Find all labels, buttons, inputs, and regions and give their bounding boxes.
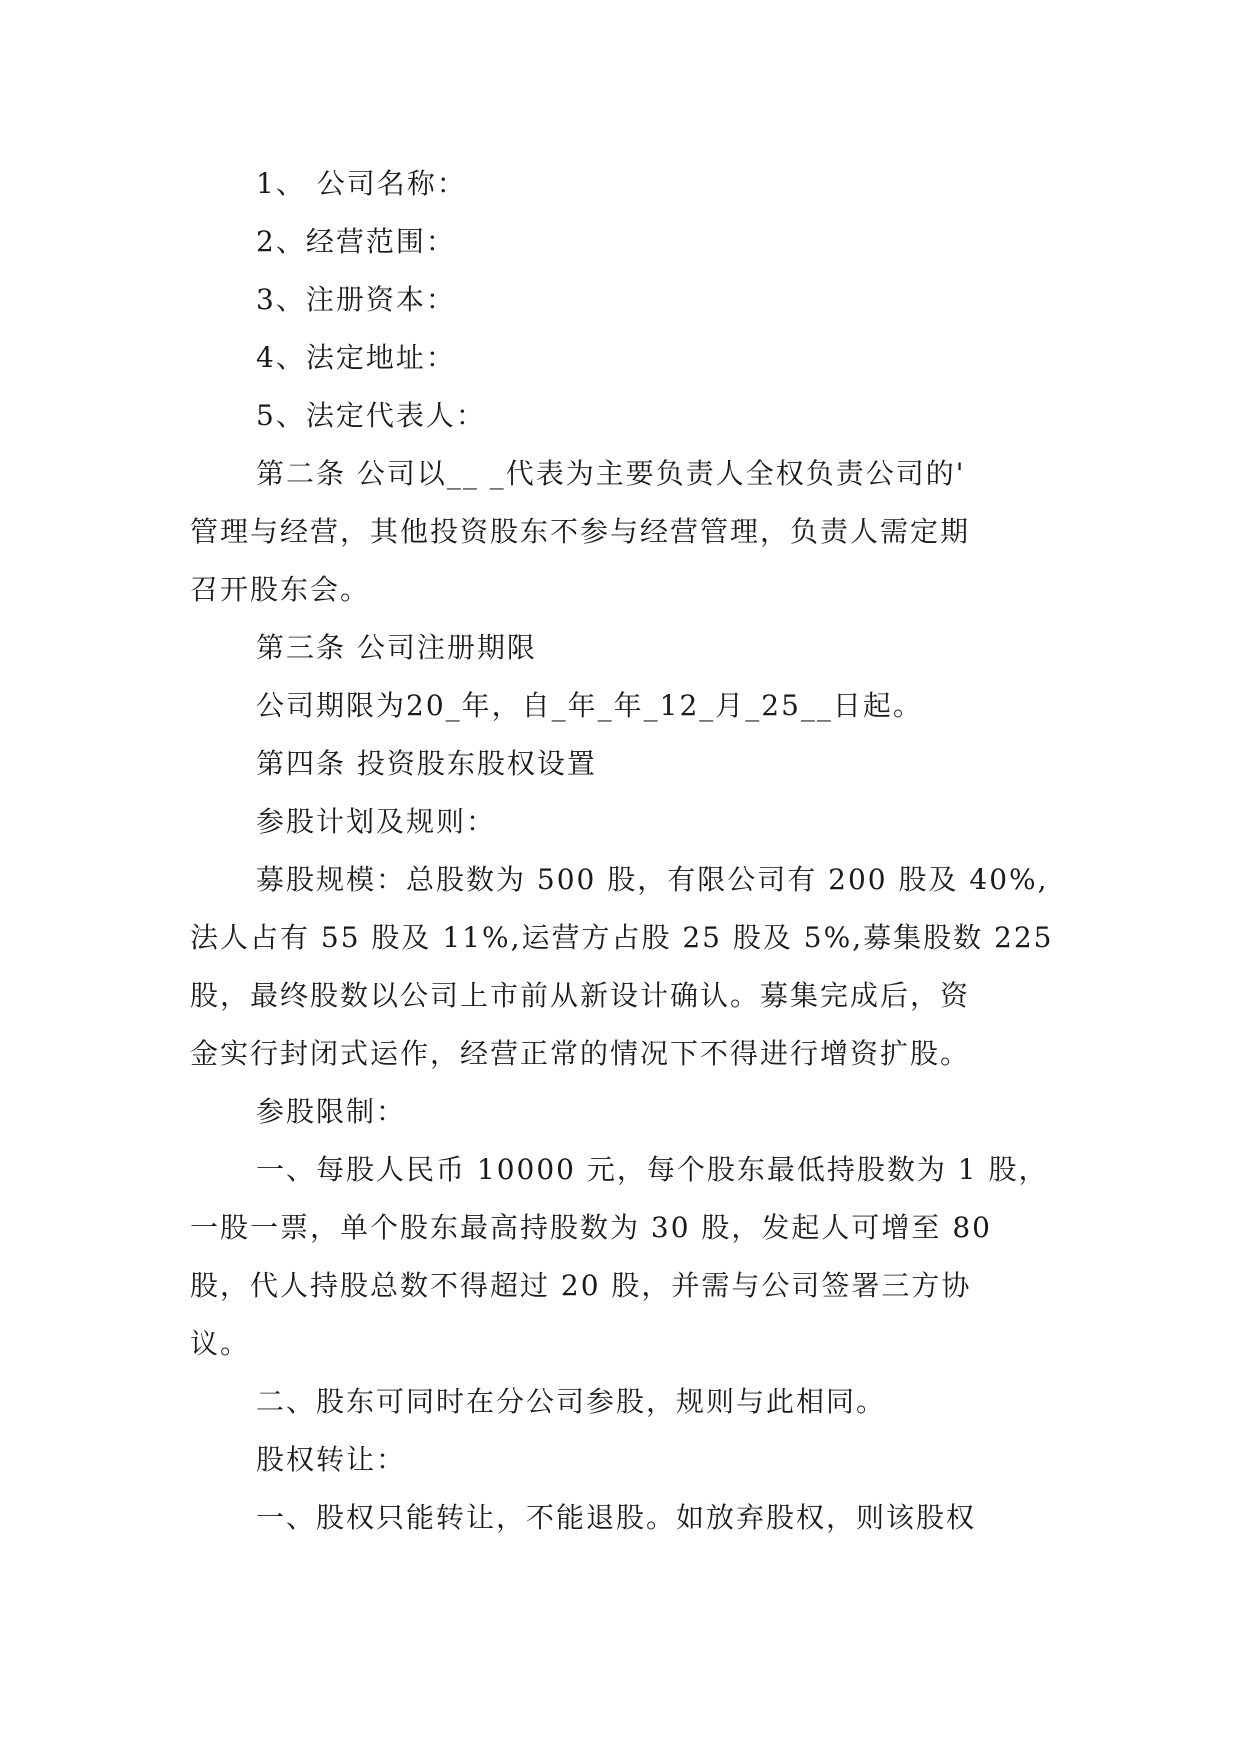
text-line: 议。 (190, 1327, 251, 1360)
text-line: 管理与经营，其他投资股东不参与经营管理，负责人需定期 (190, 515, 971, 548)
text-line: 募股规模：总股数为 500 股，有限公司有 200 股及 40%, (256, 863, 1049, 896)
text-line: 2、经营范围： (256, 225, 456, 258)
text-line: 股，代人持股总数不得超过 20 股，并需与公司签署三方协 (190, 1269, 972, 1302)
text-line: 公司期限为20_年，自_年_年_12_月_25__日起。 (256, 689, 923, 722)
text-line: 股，最终股数以公司上市前从新设计确认。募集完成后，资 (190, 979, 971, 1012)
document-body (190, 155, 1070, 1547)
text-line: 4、法定地址： (256, 341, 456, 374)
text-line: 金实行封闭式运作，经营正常的情况下不得进行增资扩股。 (190, 1037, 971, 1070)
text-line: 股权转让： (256, 1443, 407, 1476)
text-line: 二、股东可同时在分公司参股，规则与此相同。 (256, 1385, 887, 1418)
text-line: 召开股东会。 (190, 573, 371, 606)
text-line: 第二条 公司以__ _代表为主要负责人全权负责公司的' (256, 457, 966, 490)
text-line: 一、每股人民币 10000 元，每个股东最低持股数为 1 股， (256, 1153, 1049, 1186)
text-line: 3、注册资本： (256, 283, 456, 316)
text-line: 1、 公司名称： (256, 167, 467, 200)
text-line: 第四条 投资股东股权设置 (256, 747, 597, 780)
text-line: 参股限制： (256, 1095, 407, 1128)
text-line: 法人占有 55 股及 11%,运营方占股 25 股及 5%,募集股数 225 (190, 921, 1054, 954)
text-line: 第三条 公司注册期限 (256, 631, 537, 664)
text-line: 5、法定代表人： (256, 399, 486, 432)
text-line: 参股计划及规则： (256, 805, 497, 838)
text-line: 一、股权只能转让，不能退股。如放弃股权，则该股权 (256, 1501, 977, 1534)
text-line: 一股一票，单个股东最高持股数为 30 股，发起人可增至 80 (190, 1211, 992, 1244)
